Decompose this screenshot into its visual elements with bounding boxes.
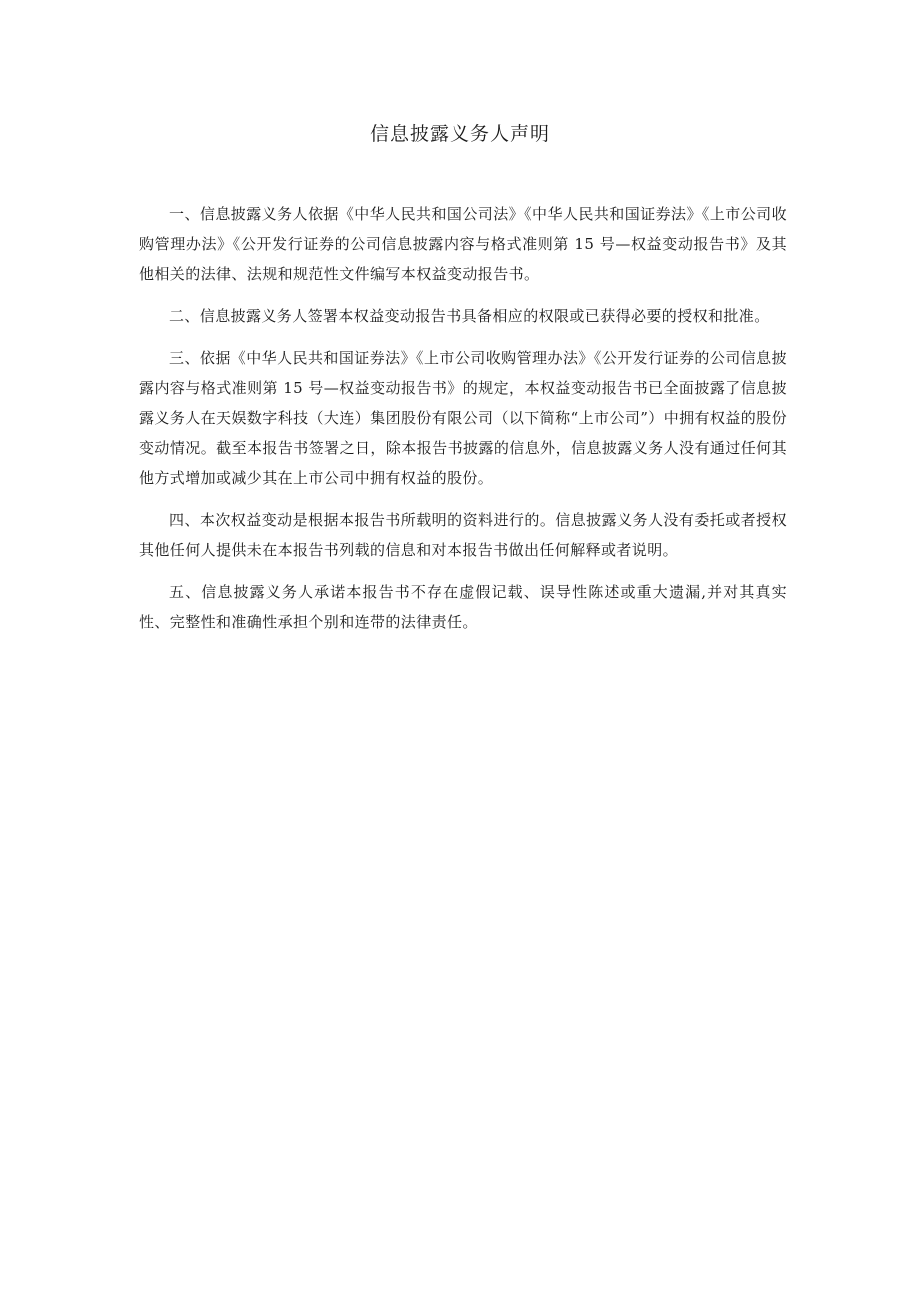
declaration-paragraph-3: 三、依据《中华人民共和国证券法》《上市公司收购管理办法》《公开发行证券的公司信息披露内容与格式准则第 15 号—权益变动报告书》的规定，本权益变动报告书已全面披露了信息披露义务人在天娱数字科技（大连）集团股份有限公司（以下简称“上市公司”）中拥有权益的股份变动情况。截至本报告书签署之日，除本报告书披露的信息外，信息披露义务人没有通过任何其他方式增加或减少其在上市公司中拥有权益的股份。 xyxy=(139,349,787,487)
declaration-paragraph-4: 四、本次权益变动是根据本报告书所载明的资料进行的。信息披露义务人没有委托或者授权其他任何人提供未在本报告书列载的信息和对本报告书做出任何解释或者说明。 xyxy=(139,511,787,559)
declaration-paragraph-2: 二、信息披露义务人签署本权益变动报告书具备相应的权限或已获得必要的授权和批准。 xyxy=(169,307,770,325)
declaration-paragraph-5: 五、信息披露义务人承诺本报告书不存在虚假记载、误导性陈述或重大遗漏,并对其真实性、完整性和准确性承担个别和连带的法律责任。 xyxy=(139,583,787,631)
declaration-body xyxy=(139,199,787,649)
page-title: 信息披露义务人声明 xyxy=(369,123,550,145)
declaration-paragraph-1: 一、信息披露义务人依据《中华人民共和国公司法》《中华人民共和国证券法》《上市公司收购管理办法》《公开发行证券的公司信息披露内容与格式准则第 15 号—权益变动报告书》及其他相关的法律、法规和规范性文件编写本权益变动报告书。 xyxy=(139,205,787,283)
